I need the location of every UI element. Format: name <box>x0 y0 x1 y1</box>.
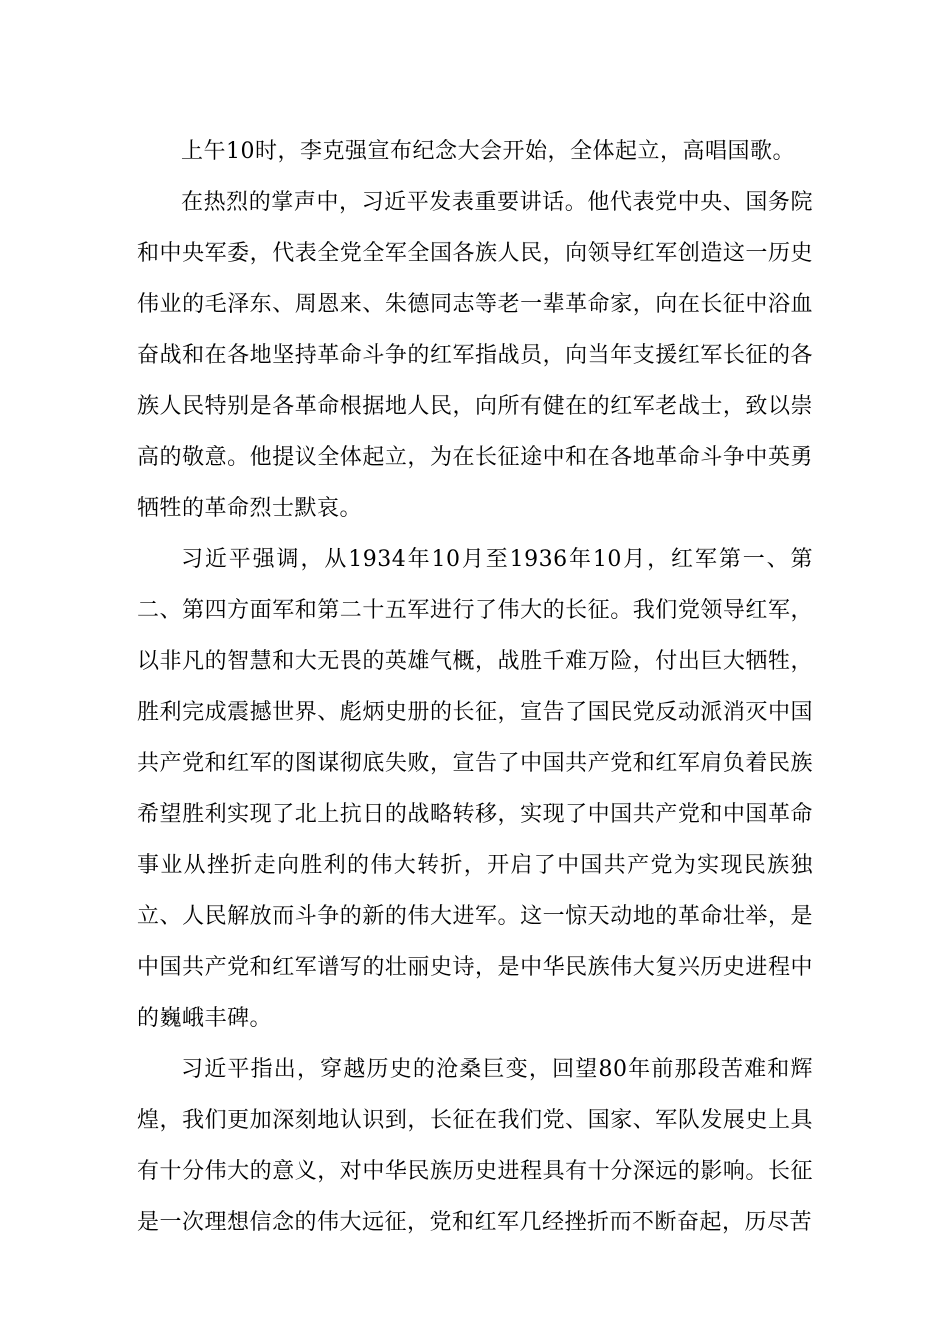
paragraph-long-march: 习近平强调，从1934年10月至1936年10月，红军第一、第二、第四方面军和第二十五军进行了伟大的长征。我们党领导红军，以非凡的智慧和大无畏的英雄气概，战胜千难万险，付出巨大牺牲，胜利完成震撼世界、彪炳史册的长征，宣告了国民党反动派消灭中国共产党和红军的图谋彻底失败，宣告了中国共产党和红军肩负着民族希望胜利实现了北上抗日的战略转移，实现了中国共产党和中国革命事业从挫折走向胜利的伟大转折，开启了中国共产党为实现民族独立、人民解放而斗争的新的伟大进军。这一惊天动地的革命壮举，是中国共产党和红军谱写的壮丽史诗，是中华民族伟大复兴历史进程中的巍峨丰碑。 <box>137 547 813 1031</box>
document-body <box>137 126 813 1248</box>
paragraph-opening: 上午10时，李克强宣布纪念大会开始，全体起立，高唱国歌。 <box>181 139 795 164</box>
paragraph-significance: 习近平指出，穿越历史的沧桑巨变，回望80年前那段苦难和辉煌，我们更加深刻地认识到，长征在我们党、国家、军队发展史上具有十分伟大的意义，对中华民族历史进程具有十分深远的影响。长征是一次理想信念的伟大远征，党和红军几经挫折而不断奋起，历尽苦 <box>137 1057 813 1235</box>
paragraph-speech: 在热烈的掌声中，习近平发表重要讲话。他代表党中央、国务院和中央军委，代表全党全军全国各族人民，向领导红军创造这一历史伟业的毛泽东、周恩来、朱德同志等老一辈革命家，向在长征中浴血奋战和在各地坚持革命斗争的红军指战员，向当年支援红军长征的各族人民特别是各革命根据地人民，向所有健在的红军老战士，致以崇高的敬意。他提议全体起立，为在长征途中和在各地革命斗争中英勇牺牲的革命烈士默哀。 <box>137 190 813 521</box>
